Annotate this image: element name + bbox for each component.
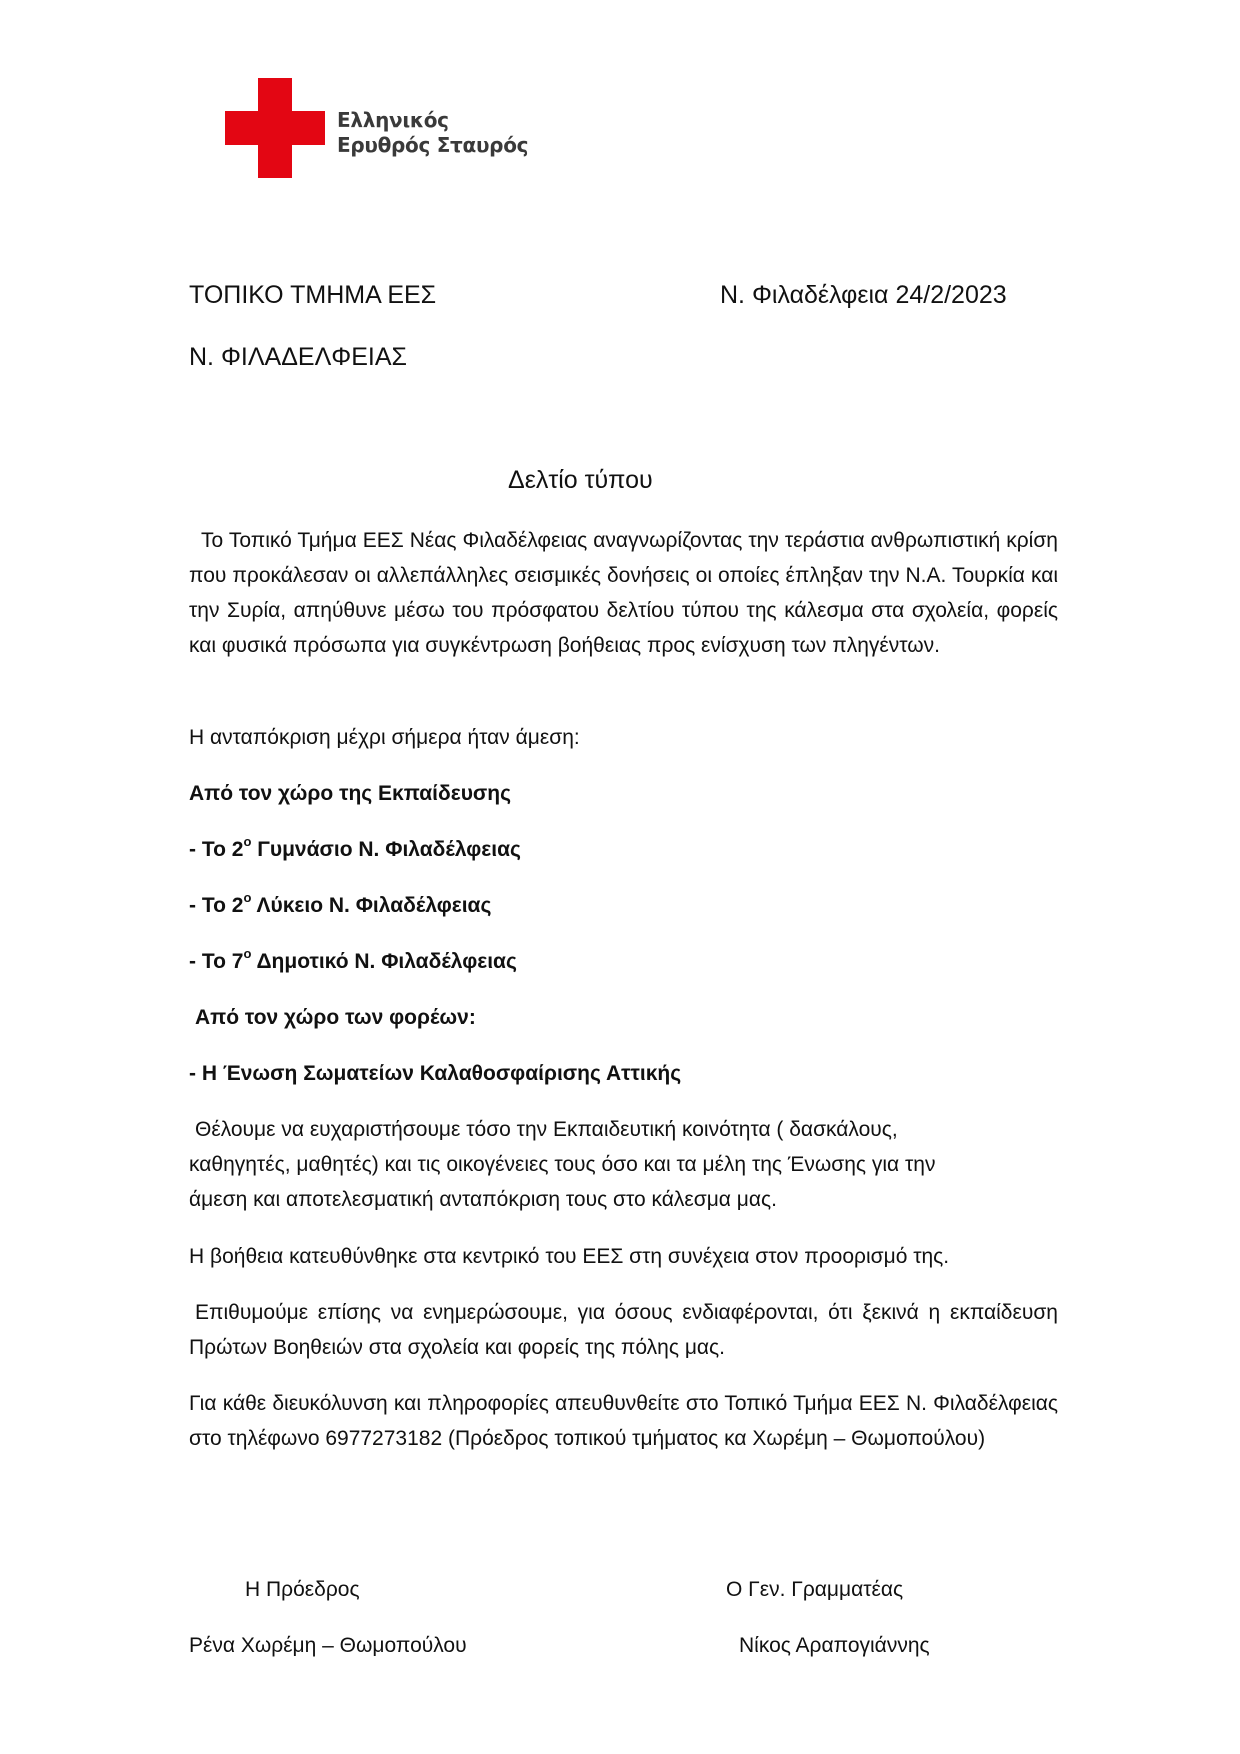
- list-item: - Το $2^o$ Λύκειο Ν. Φιλαδέλφειας: [189, 890, 492, 917]
- bodies-heading: Από τον χώρο των φορέων:: [195, 1006, 476, 1029]
- logo-line-2: Ερυθρός Σταυρός: [337, 133, 529, 157]
- signature-right-name: Νίκος Αραπογιάννης: [739, 1634, 930, 1657]
- thanks-line-2: καθηγητές, μαθητές) και τις οικογένειες τους όσο και τα μέλη της Ένωσης για την: [189, 1153, 936, 1176]
- list-item: - Το $7^o$ Δημοτικό Ν. Φιλαδέλφειας: [189, 946, 517, 973]
- aid-paragraph: Η βοήθεια κατευθύνθηκε στα κεντρικό του ΕΕΣ στη συνέχεια στον προορισμό της.: [189, 1245, 950, 1268]
- signature-left-name: Ρένα Χωρέμη – Θωμοπούλου: [189, 1634, 467, 1657]
- list-item: - Το $2^o$ Γυμνάσιο Ν. Φιλαδέλφειας: [189, 834, 521, 861]
- thanks-paragraph: [189, 1112, 935, 1217]
- thanks-line-3: άμεση και αποτελεσματική ανταπόκριση τους στο κάλεσμα μας.: [189, 1188, 777, 1211]
- document-title: Δελτίο τύπου: [508, 466, 653, 494]
- training-paragraph: Επιθυμούμε επίσης να ενημερώσουμε, για όσους ενδιαφέρονται, ότι ξεκινά η εκπαίδευση Πρώτων Βοηθειών στα σχολεία και φορείς της πόλης μας.: [189, 1301, 1058, 1359]
- logo-wordmark: [337, 108, 528, 158]
- education-heading: Από τον χώρο της Εκπαίδευσης: [189, 782, 512, 805]
- signature-right-role: Ο Γεν. Γραμματέας: [726, 1578, 904, 1601]
- contact-paragraph: Για κάθε διευκόλυνση και πληροφορίες απευθυνθείτε στο Τοπικό Τμήμα ΕΕΣ Ν. Φιλαδέλφειας στο τηλέφωνο 6977273182 (Πρόεδρος τοπικού τμήματος κα Χωρέμη – Θωμοπούλου): [189, 1392, 1058, 1450]
- department-city: Ν. ΦΙΛΑΔΕΛΦΕΙΑΣ: [189, 343, 407, 371]
- signature-left-role: Η Πρόεδρος: [245, 1578, 360, 1601]
- response-line: Η ανταπόκριση μέχρι σήμερα ήταν άμεση:: [189, 726, 580, 749]
- logo-line-1: Ελληνικός: [337, 108, 449, 132]
- thanks-line-1: Θέλουμε να ευχαριστήσουμε τόσο την Εκπαιδευτική κοινότητα ( δασκάλους,: [195, 1118, 898, 1141]
- intro-paragraph: Το Τοπικό Τμήμα ΕΕΣ Νέας Φιλαδέλφειας αναγνωρίζοντας την τεράστια ανθρωπιστική κρίση που προκάλεσαν οι αλλεπάλληλες σεισμικές δονήσεις οι οποίες έπληξαν την Ν.Α. Τουρκία και την Συρία, απηύθυνε μέσω του πρόσφατου δελτίου τύπου της κάλεσμα στα σχολεία, φορείς και φυσικά πρόσωπα για συγκέντρωση βοήθειας προς ενίσχυση των πληγέντων.: [189, 529, 1058, 657]
- red-cross-logo: [225, 78, 537, 190]
- place-date: Ν. Φιλαδέλφεια 24/2/2023: [720, 281, 1007, 309]
- red-cross-icon: [225, 78, 325, 178]
- department-name: ΤΟΠΙΚΟ ΤΜΗΜΑ ΕΕΣ: [189, 281, 437, 309]
- list-item: - Η Ένωση Σωματείων Καλαθοσφαίρισης Αττικής: [189, 1062, 682, 1085]
